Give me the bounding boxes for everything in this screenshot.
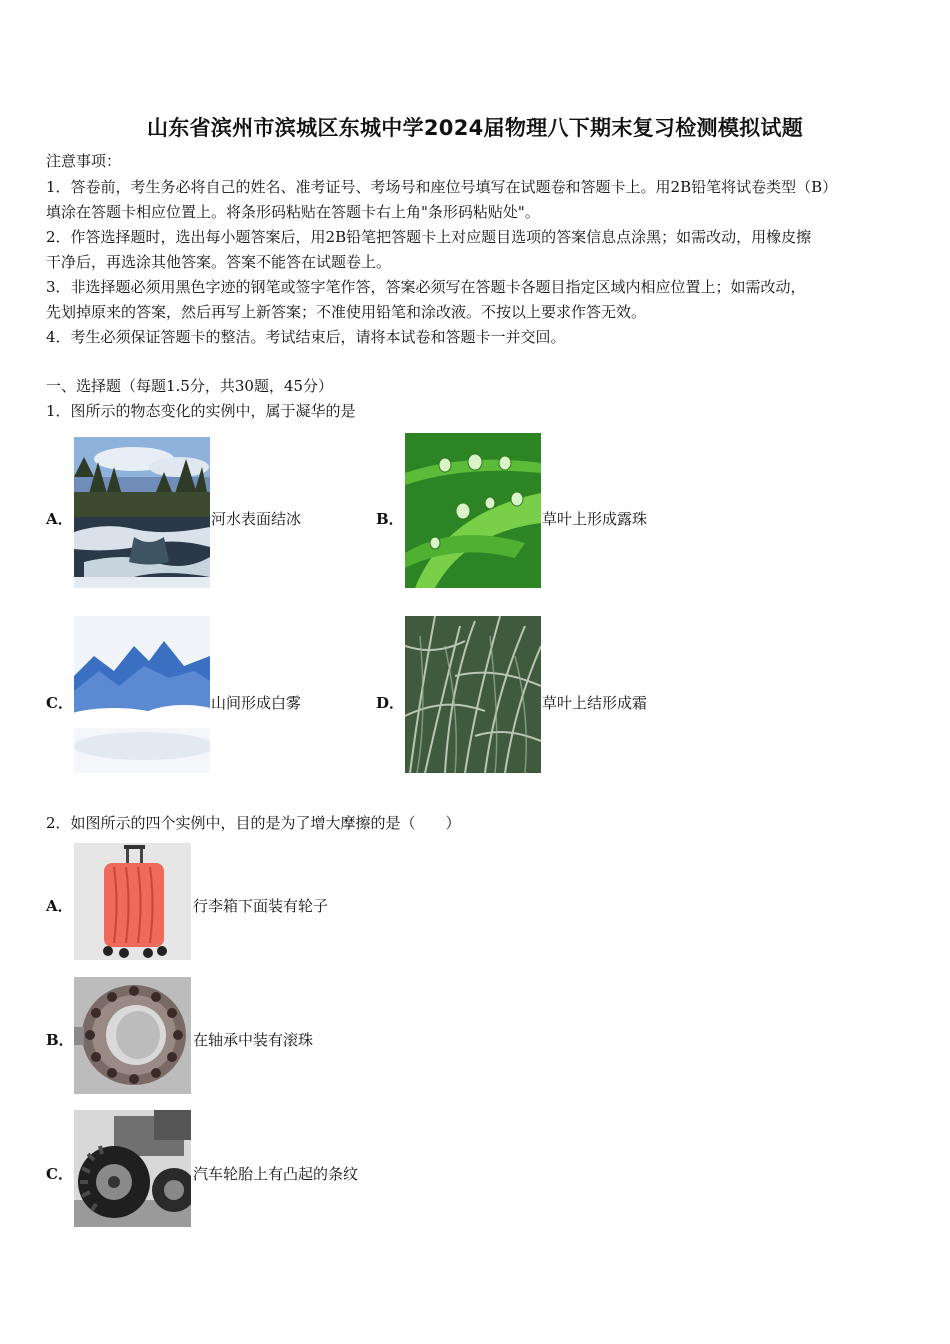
note-line: 填涂在答题卡相应位置上。将条形码粘贴在答题卡右上角"条形码粘贴处"。 — [46, 203, 540, 221]
q1-option-c-text: 山间形成白雾 — [211, 694, 302, 712]
note-line: 2．作答选择题时，选出每小题答案后，用2B铅笔把答题卡上对应题目选项的答案信息点涂黑；如需改动，用橡皮擦 — [46, 228, 812, 246]
q1-option-a-text: 河水表面结冰 — [211, 510, 302, 528]
note-line: 干净后，再选涂其他答案。答案不能答在试题卷上。 — [46, 253, 392, 271]
mountain-fog-image — [74, 616, 210, 773]
notes-heading: 注意事项： — [46, 152, 122, 170]
question-2-stem: 2．如图所示的四个实例中，目的是为了增大摩擦的是（ ） — [46, 814, 461, 832]
frozen-river-image — [74, 437, 210, 588]
section-heading: 一、选择题（每题1.5分，共30题，45分） — [46, 377, 334, 395]
q1-option-a-letter: A． — [46, 510, 73, 528]
q1-option-d-letter: D． — [376, 694, 405, 712]
q2-option-b-letter: B． — [46, 1031, 74, 1049]
q1-option-c-letter: C． — [46, 694, 73, 712]
q1-option-b-text: 草叶上形成露珠 — [542, 510, 648, 528]
dew-leaf-image — [405, 433, 541, 588]
page-title: 山东省滨州市滨城区东城中学2024届物理八下期末复习检测模拟试题 — [146, 116, 804, 140]
note-line: 3．非选择题必须用黑色字迹的钢笔或签字笔作答，答案必须写在答题卡各题目指定区域内相应位置上；如需改动， — [46, 278, 806, 296]
q2-option-b-text: 在轴承中装有滚珠 — [193, 1031, 314, 1049]
tractor-tire-image — [74, 1110, 191, 1227]
frost-grass-image — [405, 616, 541, 773]
question-1-stem: 1．图所示的物态变化的实例中，属于凝华的是 — [46, 402, 356, 420]
q2-option-c-text: 汽车轮胎上有凸起的条纹 — [193, 1165, 359, 1183]
ball-bearing-image — [74, 977, 191, 1094]
q2-option-a-letter: A． — [46, 897, 73, 915]
note-line: 4．考生必须保证答题卡的整洁。考试结束后，请将本试卷和答题卡一并交回。 — [46, 328, 566, 346]
q2-option-a-text: 行李箱下面装有轮子 — [193, 897, 329, 915]
q1-option-b-letter: B． — [376, 510, 404, 528]
luggage-wheels-image — [74, 843, 191, 960]
note-line: 先划掉原来的答案，然后再写上新答案；不准使用铅笔和涂改液。不按以上要求作答无效。 — [46, 303, 647, 321]
q1-option-d-text: 草叶上结形成霜 — [542, 694, 648, 712]
q2-option-c-letter: C． — [46, 1165, 73, 1183]
note-line: 1．答卷前，考生务必将自己的姓名、准考证号、考场号和座位号填写在试题卷和答题卡上。用2B铅笔将试卷类型（B） — [46, 178, 838, 196]
